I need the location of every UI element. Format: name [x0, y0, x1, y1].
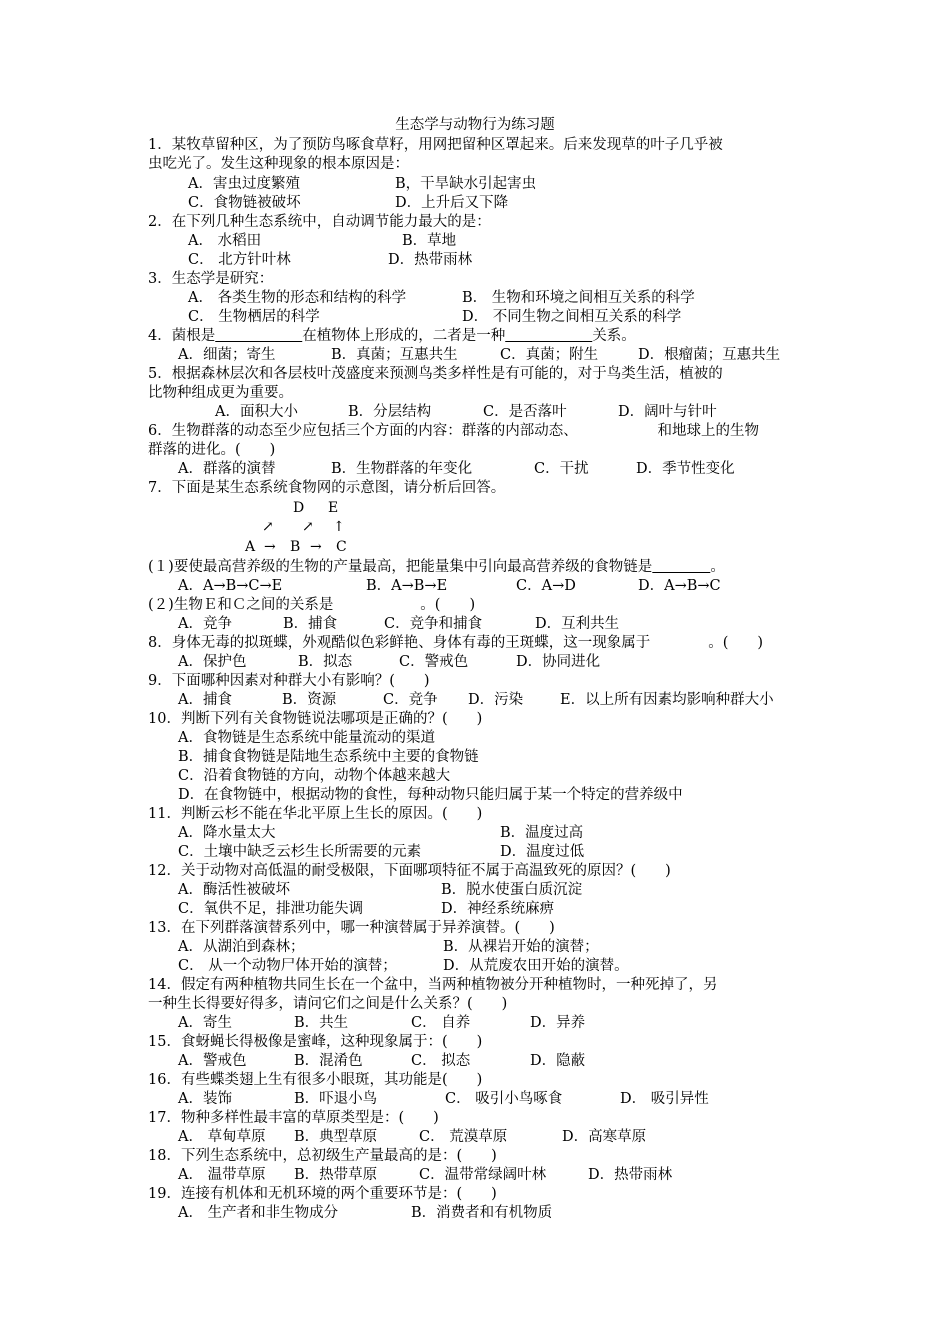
question-2-option-b: B．草地	[402, 233, 457, 249]
question-18-option-c: C．温带常绿阔叶林	[419, 1167, 547, 1183]
food-web-node-e: E	[328, 500, 339, 516]
food-web-node-d: D	[293, 500, 305, 516]
question-9-option-d: D．污染	[468, 692, 524, 708]
question-1-stem: 1．某牧草留种区，为了预防鸟啄食草籽，用网把留种区罩起来。后来发现草的叶子几乎被	[148, 137, 723, 153]
question-17-option-b: B．典型草原	[294, 1129, 378, 1145]
question-9-option-c: C．竞争	[383, 692, 438, 708]
question-5-stem: 5．根据森林层次和各层枝叶茂盛度来预测鸟类多样性是有可能的，对于鸟类生活，植被的	[148, 366, 723, 382]
question-13-option-a: A．从湖泊到森林；	[178, 939, 305, 955]
question-7-sub2-option-a: A．竞争	[178, 616, 232, 632]
question-6-option-a: A．群落的演替	[178, 461, 276, 477]
question-3-option-c: C． 生物栖居的科学	[188, 309, 320, 325]
question-2-option-a: A． 水稻田	[188, 233, 262, 249]
question-4-option-b: B．真菌；互惠共生	[331, 347, 458, 363]
question-1-stem-cont: 虫吃光了。发生这种现象的根本原因是：	[148, 156, 409, 172]
question-9-stem: 9．下面哪种因素对种群大小有影响？( )	[148, 673, 430, 689]
question-5-option-d: D．阔叶与针叶	[618, 404, 717, 420]
question-17-option-a: A． 草甸草原	[178, 1129, 266, 1145]
food-web-arrow-b-to-e: ↗	[302, 519, 314, 535]
question-15-option-b: B．混淆色	[294, 1053, 363, 1069]
question-14-option-a: A．寄生	[178, 1015, 232, 1031]
food-web-arrow-c-to-e: ↑	[333, 519, 345, 535]
question-13-stem: 13．在下列群落演替系列中，哪一种演替属于异养演替。( )	[148, 920, 555, 936]
question-12-stem: 12．关于动物对高低温的耐受极限，下面哪项特征不属于高温致死的原因？( )	[148, 863, 671, 879]
food-web-node-b: B	[290, 539, 301, 555]
question-14-option-d: D．异养	[530, 1015, 586, 1031]
question-16-option-d: D． 吸引异性	[620, 1091, 709, 1107]
question-1-option-c: C．食物链被破坏	[188, 195, 301, 211]
question-7-sub1-option-b: B．A→B→E	[366, 578, 448, 594]
question-8-option-c: C．警戒色	[399, 654, 469, 670]
question-16-option-a: A．装饰	[178, 1091, 232, 1107]
question-6-option-d: D．季节性变化	[636, 461, 735, 477]
question-13-option-c: C． 从一个动物尸体开始的演替；	[178, 958, 397, 974]
question-10-option-c: C．沿着食物链的方向，动物个体越来越大	[178, 768, 451, 784]
question-17-option-d: D．高寒草原	[562, 1129, 647, 1145]
question-2-stem: 2．在下列几种生态系统中，自动调节能力最大的是：	[148, 214, 491, 230]
question-7-sub1-option-a: A．A→B→C→E	[178, 578, 283, 594]
question-19-stem: 19．连接有机体和无机环境的两个重要环节是：( )	[148, 1186, 497, 1202]
question-15-option-d: D．隐蔽	[530, 1053, 586, 1069]
question-1-option-d: D．上升后又下降	[395, 195, 509, 211]
question-6-stem-cont: 群落的进化。( )	[148, 442, 276, 458]
page-title: 生态学与动物行为练习题	[395, 117, 555, 133]
question-5-option-b: B．分层结构	[348, 404, 432, 420]
question-11-option-d: D．温度过低	[500, 844, 585, 860]
question-3-stem: 3．生态学是研究：	[148, 271, 274, 287]
question-4-stem: 4．菌根是 在植物体上形成的，二者是一种 关系。	[148, 328, 636, 344]
question-11-option-a: A．降水量太大	[178, 825, 276, 841]
question-13-option-b: B．从裸岩开始的演替；	[443, 939, 599, 955]
question-3-option-d: D． 不同生物之间相互关系的科学	[462, 309, 682, 325]
question-1-option-a: A．害虫过度繁殖	[188, 176, 300, 192]
question-17-option-c: C． 荒漠草原	[419, 1129, 508, 1145]
food-web-arrow-a-to-d: ↗	[262, 519, 274, 535]
question-12-option-c: C．氧供不足，排泄功能失调	[178, 901, 364, 917]
question-5-option-a: A．面积大小	[215, 404, 298, 420]
question-14-stem-cont: 一种生长得要好得多，请问它们之间是什么关系？( )	[148, 996, 508, 1012]
question-1-option-b: B，干旱缺水引起害虫	[395, 176, 537, 192]
question-18-option-a: A． 温带草原	[178, 1167, 266, 1183]
question-11-option-b: B．温度过高	[500, 825, 584, 841]
food-web-arrow-a-to-b: →	[264, 539, 276, 555]
question-6-option-c: C．干扰	[534, 461, 589, 477]
question-16-option-c: C． 吸引小鸟啄食	[445, 1091, 563, 1107]
question-19-option-a: A． 生产者和非生物成分	[178, 1205, 339, 1221]
question-12-option-a: A．酶活性被破坏	[178, 882, 290, 898]
question-10-stem: 10．判断下列有关食物链说法哪项是正确的？( )	[148, 711, 483, 727]
question-8-option-a: A．保护色	[178, 654, 247, 670]
food-web-node-a: A	[245, 539, 256, 555]
question-12-option-b: B．脱水使蛋白质沉淀	[441, 882, 583, 898]
question-15-stem: 15．食蚜蝇长得极像是蜜峰，这种现象属于：( )	[148, 1034, 483, 1050]
question-7-sub2-option-b: B．捕食	[283, 616, 338, 632]
food-web-arrow-b-to-c: →	[310, 539, 322, 555]
question-10-option-a: A．食物链是生态系统中能量流动的渠道	[178, 730, 435, 746]
question-15-option-c: C． 拟态	[411, 1053, 471, 1069]
question-14-option-c: C． 自养	[411, 1015, 471, 1031]
question-4-option-d: D．根瘤菌；互惠共生	[638, 347, 781, 363]
question-5-option-c: C．是否落叶	[483, 404, 567, 420]
question-3-option-b: B． 生物和环境之间相互关系的科学	[462, 290, 695, 306]
question-6-option-b: B．生物群落的年变化	[331, 461, 473, 477]
question-7-sub2-option-c: C．竞争和捕食	[384, 616, 483, 632]
question-14-option-b: B．共生	[294, 1015, 349, 1031]
question-7-sub2-option-d: D．互利共生	[535, 616, 620, 632]
question-7-sub1-option-c: C．A→D	[516, 578, 576, 594]
question-6-stem: 6．生物群落的动态至少应包括三个方面的内容：群落的内部动态、 和地球上的生物	[148, 423, 759, 439]
question-15-option-a: A．警戒色	[178, 1053, 247, 1069]
food-web-node-c: C	[336, 539, 347, 555]
question-14-stem: 14．假定有两种植物共同生长在一个盆中，当两种植物被分开种植物时，一种死掉了，另	[148, 977, 718, 993]
question-11-option-c: C．土壤中缺乏云杉生长所需要的元素	[178, 844, 422, 860]
question-8-stem: 8．身体无毒的拟斑蝶，外观酷似色彩鲜艳、身体有毒的王斑蝶，这一现象属于 。( )	[148, 635, 764, 651]
question-17-stem: 17．物种多样性最丰富的草原类型是：( )	[148, 1110, 439, 1126]
question-12-option-d: D．神经系统麻痹	[441, 901, 555, 917]
question-8-option-d: D．协同进化	[516, 654, 601, 670]
question-18-option-b: B．热带草原	[294, 1167, 378, 1183]
question-9-option-e: E．以上所有因素均影响种群大小	[560, 692, 774, 708]
question-7-sub1-option-d: D．A→B→C	[638, 578, 721, 594]
question-10-option-d: D．在食物链中，根据动物的食性，每种动物只能归属于某一个特定的营养级中	[178, 787, 683, 803]
question-8-option-b: B．拟态	[298, 654, 353, 670]
question-16-stem: 16．有些蝶类翅上生有很多小眼斑，其功能是( )	[148, 1072, 483, 1088]
question-19-option-b: B．消费者和有机物质	[411, 1205, 553, 1221]
question-9-option-a: A．捕食	[178, 692, 232, 708]
question-5-stem-cont: 比物种组成更为重要。	[148, 385, 293, 401]
question-9-option-b: B．资源	[282, 692, 337, 708]
question-7-sub1-stem: (１)要使最高营养级的生物的产量最高，把能量集中引向最高营养级的食物链是 。	[148, 559, 725, 575]
question-13-option-d: D．从荒废农田开始的演替。	[443, 958, 629, 974]
question-4-option-a: A．细菌；寄生	[178, 347, 276, 363]
question-3-option-a: A． 各类生物的形态和结构的科学	[188, 290, 407, 306]
question-2-option-d: D．热带雨林	[388, 252, 473, 268]
question-18-stem: 18．下列生态系统中，总初级生产量最高的是：( )	[148, 1148, 497, 1164]
question-7-sub2-stem: (２)生物Ｅ和Ｃ之间的关系是 。( )	[148, 597, 476, 613]
question-16-option-b: B．吓退小鸟	[294, 1091, 378, 1107]
question-7-stem: 7．下面是某生态系统食物网的示意图，请分析后回答。	[148, 480, 506, 496]
question-2-option-c: C． 北方针叶林	[188, 252, 291, 268]
question-18-option-d: D．热带雨林	[588, 1167, 673, 1183]
question-10-option-b: B．捕食食物链是陆地生态系统中主要的食物链	[178, 749, 479, 765]
question-4-option-c: C．真菌；附生	[500, 347, 599, 363]
question-11-stem: 11．判断云杉不能在华北平原上生长的原因。( )	[148, 806, 483, 822]
